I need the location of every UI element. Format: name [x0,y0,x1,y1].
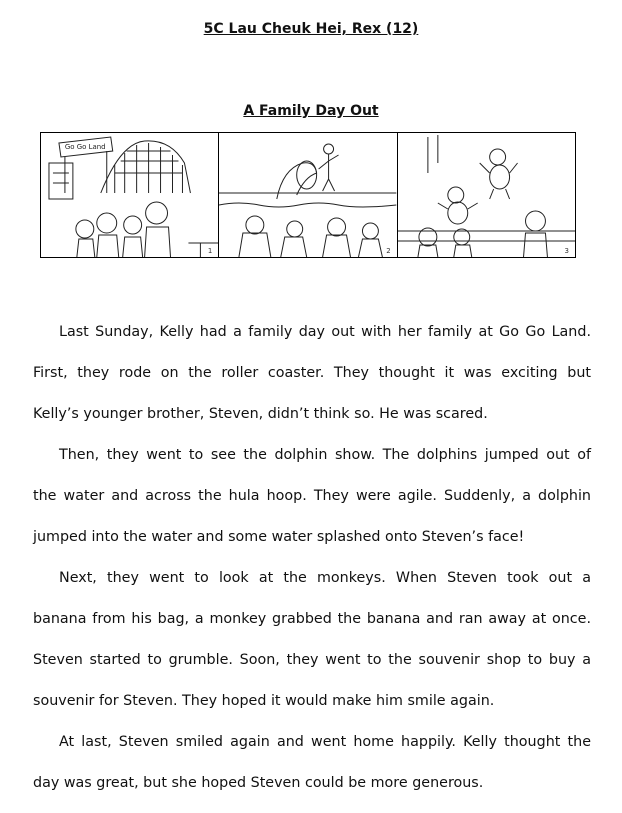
panel-number: 2 [386,247,391,255]
story-line: First, they rode on the roller coaster. They thought it was exciting but [33,365,591,381]
picture-panels [40,132,576,258]
panel-number: 3 [564,247,569,255]
story-line: Then, they went to see the dolphin show. The dolphins jumped out of [59,447,591,463]
dolphin-show-illustration [219,133,396,257]
student-name: 5C Lau Cheuk Hei, Rex (12) [203,21,419,37]
story-line: banana from his bag, a monkey grabbed the banana and ran away at once. [33,611,591,627]
story-line: At last, Steven smiled again and went home happily. Kelly thought the [59,734,591,750]
story-title: A Family Day Out [243,103,379,119]
story-body [33,312,591,804]
story-line: day was great, but she hoped Steven could be more generous. [33,775,484,791]
go-go-land-sign: Go Go Land [64,142,106,152]
monkeys-illustration [398,133,575,257]
roller-coaster-illustration [41,133,218,257]
picture-panel-roller-coaster [41,133,219,257]
story-line: Next, they went to look at the monkeys. When Steven took out a [59,570,591,586]
panel-number: 1 [207,247,213,255]
picture-panel-monkeys [398,133,575,257]
story-line: the water and across the hula hoop. They were agile. Suddenly, a dolphin [33,488,591,504]
story-line: souvenir for Steven. They hoped it would make him smile again. [33,693,495,709]
story-line: Kelly’s younger brother, Steven, didn’t think so. He was scared. [33,406,488,422]
picture-panel-dolphin-show [219,133,397,257]
story-line: Last Sunday, Kelly had a family day out with her family at Go Go Land. [59,324,591,340]
story-line: jumped into the water and some water splashed onto Steven’s face! [33,529,525,545]
story-line: Steven started to grumble. Soon, they went to the souvenir shop to buy a [33,652,591,668]
